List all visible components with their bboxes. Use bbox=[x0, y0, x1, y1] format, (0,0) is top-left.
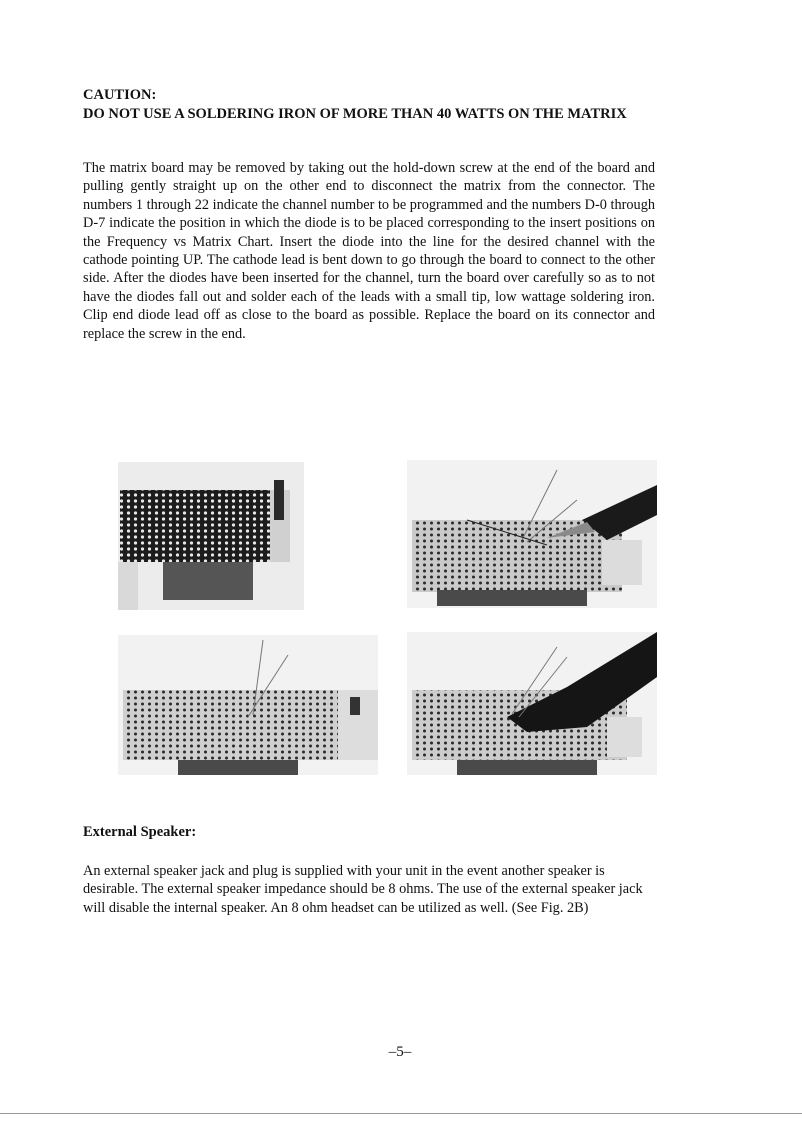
matrix-instructions-paragraph: The matrix board may be removed by taking out the hold-down screw at the end of the board and pulling gently straight up on the other end to disconnect the matrix from the connector. The numbers 1 through 22 indicate the channel number to be programmed and the numbers D-0 through D-7 indicate the position in which the diode is to be placed corresponding to the insert positions on the Frequency vs Matrix Chart. Insert the diode into the line for the desired channel with the cathode pointing UP. The cathode lead is bent down to go through the board to connect to the other side. After the diodes have been inserted for the channel, turn the board over carefully so as to not have the diodes fall out and solder each of the leads with a small tip, low wattage soldering iron. Clip end diode lead off as close to the board as possible. Replace the board on its connector and replace the screw in the end. bbox=[83, 160, 655, 342]
soldering-photo-4 bbox=[407, 632, 657, 775]
page-number: –5– bbox=[388, 1044, 412, 1060]
bottom-rule bbox=[0, 1113, 802, 1114]
caution-notice bbox=[83, 86, 723, 124]
matrix-board-photo-1 bbox=[118, 462, 304, 610]
external-speaker-paragraph: An external speaker jack and plug is supplied with your unit in the event another speaker is desirable. The external speaker impedance should be 8 ohms. The use of the external speaker jack will disable the internal speaker. An 8 ohm headset can be utilized as well. (See Fig. 2B) bbox=[83, 863, 643, 916]
soldering-photo-2 bbox=[407, 460, 657, 608]
inserted-diodes-photo-3 bbox=[118, 635, 378, 775]
caution-warning: DO NOT USE A SOLDERING IRON OF MORE THAN 40 WATTS ON THE MATRIX bbox=[83, 106, 627, 122]
caution-label: CAUTION: bbox=[83, 87, 157, 103]
external-speaker-heading: External Speaker: bbox=[83, 824, 197, 840]
